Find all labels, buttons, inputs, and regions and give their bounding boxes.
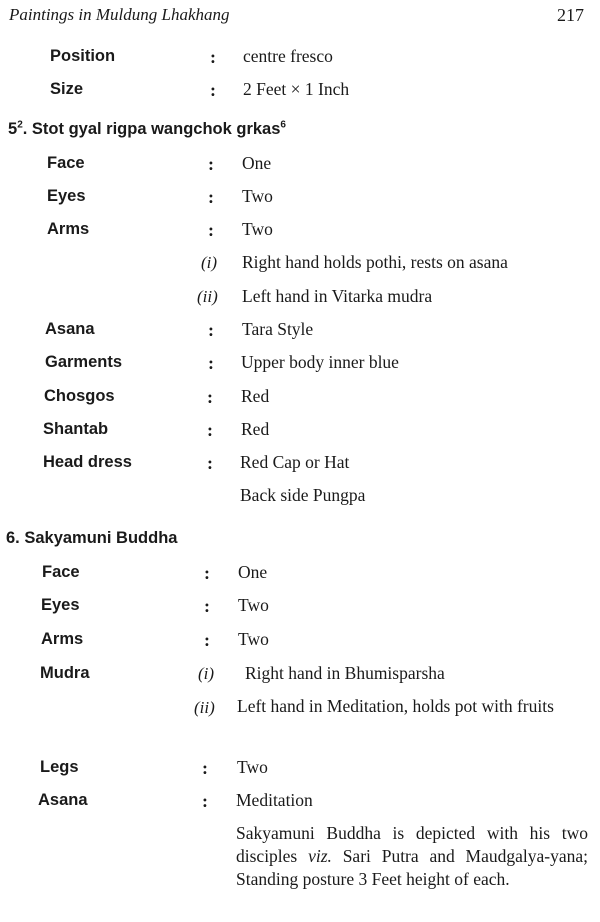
row-sep: : [208,353,214,373]
row-sep: : [210,47,216,67]
row-value-position: centre fresco [243,46,333,66]
row-value-asana: Meditation [236,790,313,810]
row-label-garments: Garments [45,353,123,371]
running-header [9,5,584,29]
section-5-number-sup: 2 [17,119,23,131]
row-label-shantab: Shantab [43,420,109,438]
section-6-title: 6. Sakyamuni Buddha [6,529,178,547]
item-marker-i: (i) [198,664,215,683]
row-label-mudra: Mudra [40,664,90,682]
description-paragraph [236,822,588,891]
row-sep: : [202,758,208,778]
page-number: 217 [557,5,584,25]
row-label-face: Face [47,154,85,172]
row-label-asana: Asana [45,320,95,338]
row-sep: : [202,791,208,811]
row-label-size: Size [50,80,84,98]
row-value-eyes: Two [238,595,269,615]
row-value-arms: Two [242,219,273,239]
row-sep: : [208,320,214,340]
item-marker-i: (i) [201,253,218,272]
running-title: Paintings in Muldung Lhakhang [9,5,230,24]
mudra-detail-1: Right hand in Bhumisparsha [245,663,445,683]
item-marker-ii: (ii) [197,287,218,306]
section-5-title [8,121,286,138]
row-value-chosgos: Red [241,386,270,406]
row-label-eyes: Eyes [41,596,80,614]
row-sep: : [204,596,210,616]
row-value-asana: Tara Style [242,319,314,339]
row-sep: : [210,80,216,100]
row-value-size: 2 Feet × 1 Inch [243,79,350,99]
paragraph-text-b: Sari Putra and Maudgalya-yana; Standing posture 3 Feet height of each. [236,846,588,889]
row-label-position: Position [50,47,116,65]
row-sep: : [208,187,214,207]
section-5-number: 5 [8,120,18,138]
row-value-face: One [242,153,272,173]
row-sep: : [204,563,210,583]
paragraph-viz: viz. [308,846,332,866]
row-label-arms: Arms [47,220,90,238]
section-5-title-text: . Stot gyal rigpa wangchok grkas [22,120,281,138]
section-5-title-sup: 6 [280,119,286,131]
paragraph-text-a: Sakyamuni Buddha is depicted with his two disciples [236,823,588,866]
row-label-eyes: Eyes [47,187,86,205]
row-value-garments: Upper body inner blue [241,352,399,372]
row-value-legs: Two [237,757,268,777]
row-sep: : [208,220,214,240]
row-value-face: One [238,562,268,582]
arms-detail-2: Left hand in Vitarka mudra [242,286,433,306]
row-label-face: Face [42,563,80,581]
row-sep: : [207,420,213,440]
arms-detail-1: Right hand holds pothi, rests on asana [242,252,508,272]
row-label-legs: Legs [40,758,79,776]
row-label-head-dress: Head dress [43,453,132,471]
head-dress-detail: Back side Pungpa [240,485,366,505]
mudra-detail-2: Left hand in Meditation, holds pot with fruits [237,696,554,716]
row-sep: : [204,630,210,650]
row-label-arms: Arms [41,630,84,648]
row-value-shantab: Red [241,419,270,439]
row-sep: : [208,154,214,174]
row-value-arms: Two [238,629,269,649]
row-value-head-dress: Red Cap or Hat [240,452,350,472]
row-label-chosgos: Chosgos [44,387,115,405]
item-marker-ii: (ii) [194,698,215,717]
row-value-eyes: Two [242,186,273,206]
row-sep: : [207,387,213,407]
row-sep: : [207,453,213,473]
row-label-asana: Asana [38,791,88,809]
